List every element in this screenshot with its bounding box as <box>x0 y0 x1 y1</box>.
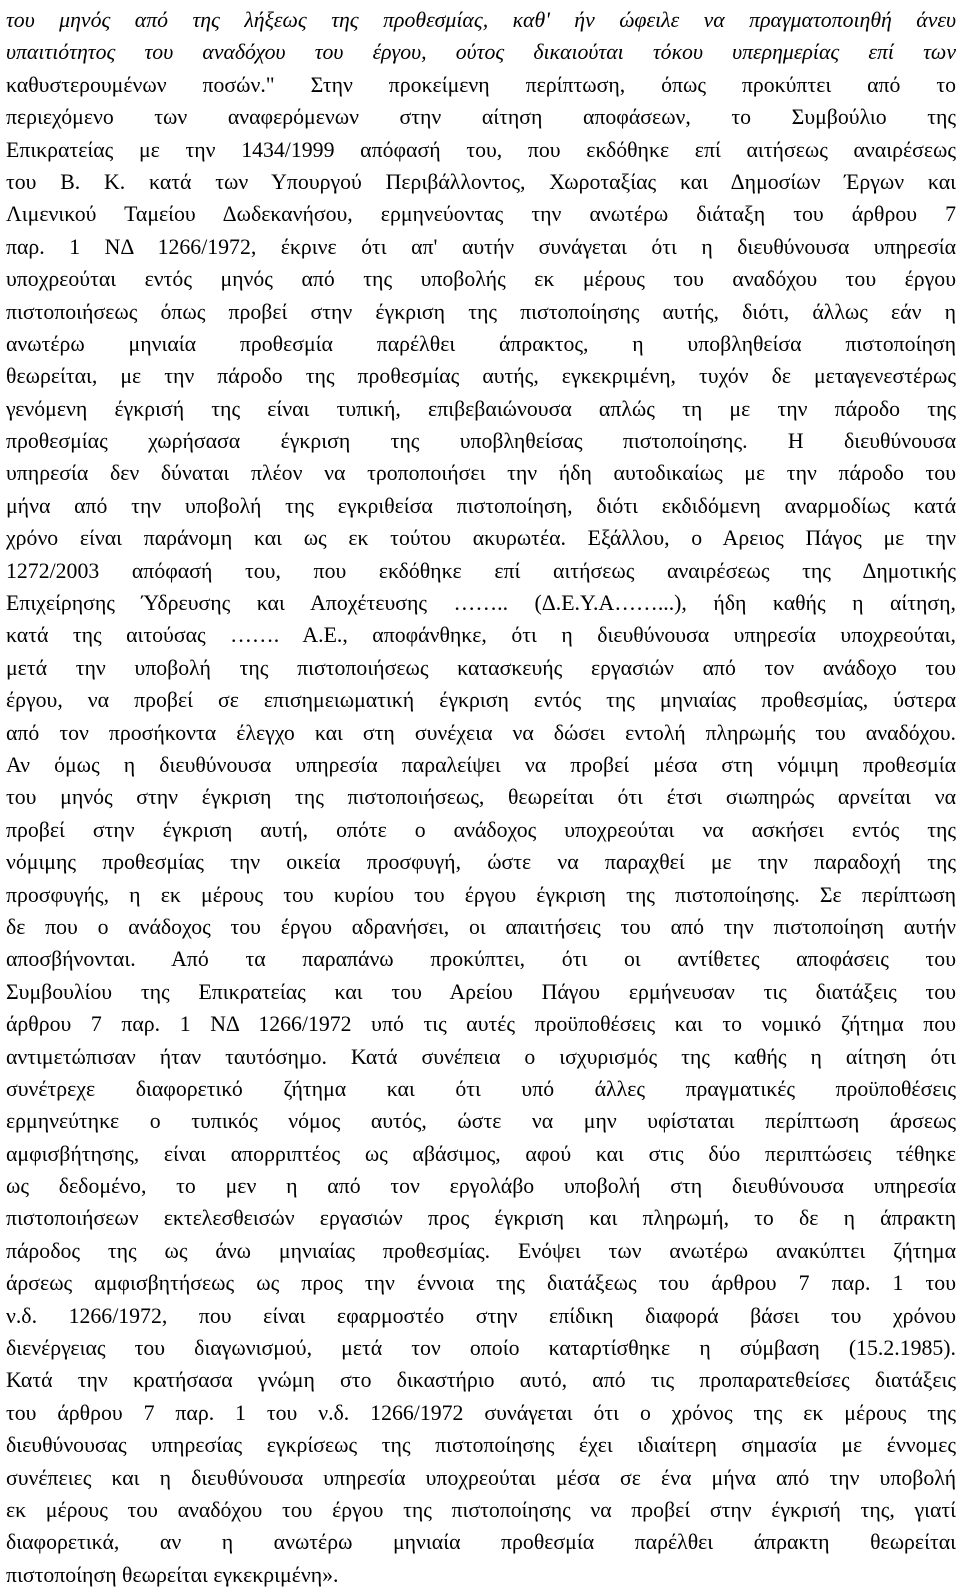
text-line: υπηρεσία δεν δύναται πλέον να τροποποιήσει την ήδη αυτοδικαίως με την πάροδο του <box>6 461 956 486</box>
text-line: διενέργειας του διαγωνισμού, μετά τον οποίο καταρτίσθηκε η σύμβαση (15.2.1985). <box>6 1336 956 1361</box>
text-line: αντιμετώπισαν ήταν ταυτόσημο. Κατά συνέπεια ο ισχυρισμός της καθής η αίτηση ότι <box>6 1044 956 1069</box>
text-line: υπαιτιότητος του αναδόχου του έργου, ούτος δικαιούται τόκου υπερημερίας επί των <box>6 40 956 65</box>
text-line: συνέπειες και η διευθύνουσα υπηρεσία υποχρεούται μέσα σε ένα μήνα από την υποβολή <box>6 1465 956 1490</box>
text-line: θεωρείται, με την πάροδο της προθεσμίας αυτής, εγκεκριμένη, τυχόν δε μεταγενεστέρως <box>6 364 956 389</box>
text-line: του Β. Κ. κατά των Υπουργού Περιβάλλοντος, Χωροταξίας και Δημοσίων Έργων και <box>6 169 956 194</box>
text-line: γενόμενη έγκρισή της είναι τυπική, επιβεβαιώνουσα απλώς τη με την πάροδο της <box>6 396 956 421</box>
text-line: κατά της αιτούσας ……. Α.Ε., αποφάνθηκε, ότι η διευθύνουσα υπηρεσία υποχρεούται, <box>6 623 956 648</box>
text-line: Επιχείρησης Ύδρευσης και Αποχέτευσης …….. (Δ.Ε.Υ.Α……...), ήδη καθής η αίτηση, <box>6 591 956 616</box>
text-line: δε που ο ανάδοχος του έργου αδρανήσει, οι απαιτήσεις του από την πιστοποίηση αυτήν <box>6 914 956 939</box>
text-line: του μηνός από της λήξεως της προθεσμίας, καθ' ήν ώφειλε να πραγματοποιηθή άνευ <box>6 8 956 32</box>
text-line: πιστοποιήσεως όπως προβεί στην έγκριση της πιστοποίησης αυτής, διότι, άλλως εάν η <box>6 299 956 324</box>
text-line: ως δεδομένο, το μεν η από τον εργολάβο υποβολή στη διευθύνουσα υπηρεσία <box>6 1174 956 1199</box>
text-line: μετά την υποβολή της πιστοποιήσεως κατασκευής εργασιών από τον ανάδοχο του <box>6 655 956 680</box>
text-line: παρ. 1 ΝΔ 1266/1972, έκρινε ότι απ' αυτήν συνάγεται ότι η διευθύνουσα υπηρεσία <box>6 234 956 259</box>
text-line: χρόνο είναι παράνομη και ως εκ τούτου ακυρωτέα. Εξάλλου, ο Αρειος Πάγος με την <box>6 526 956 551</box>
text-line: ανωτέρω μηνιαία προθεσμία παρέλθει άπρακτος, η υποβληθείσα πιστοποίηση <box>6 331 956 356</box>
text-line: από τον προσήκοντα έλεγχο και στη συνέχεια να δώσει εντολή πληρωμής του αναδόχου. <box>6 720 956 745</box>
text-line: αμφισβήτησης, είναι απορριπτέος ως αβάσιμος, αφού και στις δύο περιπτώσεις τέθηκε <box>6 1141 956 1166</box>
text-line: πάροδος της ως άνω μηνιαίας προθεσμίας. Ενόψει των ανωτέρω ανακύπτει ζήτημα <box>6 1238 956 1263</box>
text-line: άρθρου 7 παρ. 1 ΝΔ 1266/1972 υπό τις αυτές προϋποθέσεις και το νομικό ζήτημα που <box>6 1012 956 1037</box>
text-line: διαφορετικά, αν η ανωτέρω μηνιαία προθεσμία παρέλθει άπρακτη θεωρείται <box>6 1530 956 1555</box>
text-line: πιστοποίηση θεωρείται εγκεκριμένη». <box>6 1562 339 1587</box>
text-line: ερμηνεύτηκε ο τυπικός νόμος αυτός, ώστε να μην υφίσταται περίπτωση άρσεως <box>6 1109 956 1134</box>
text-line: του άρθρου 7 παρ. 1 του ν.δ. 1266/1972 συνάγεται ότι ο χρόνος της εκ μέρους της <box>6 1400 956 1425</box>
text-line: Επικρατείας με την 1434/1999 απόφασή του, που εκδόθηκε επί αιτήσεως αναιρέσεως <box>6 137 956 162</box>
text-line: Κατά την κρατήσασα γνώμη στο δικαστήριο αυτό, από τις προπαρατεθείσες διατάξεις <box>6 1368 956 1393</box>
text-line: προσφυγής, η εκ μέρους του κυρίου του έργου έγκριση της πιστοποίησης. Σε περίπτωση <box>6 882 956 907</box>
text-line: Λιμενικού Ταμείου Δωδεκανήσου, ερμηνεύοντας την ανωτέρω διάταξη του άρθρου 7 <box>6 202 956 227</box>
text-line: αποσβήνονται. Από τα παραπάνω προκύπτει, ότι οι αντίθετες αποφάσεις του <box>6 947 956 972</box>
text-line: προθεσμίας χωρήσασα έγκριση της υποβληθείσας πιστοποίησης. Η διευθύνουσα <box>6 429 956 454</box>
text-line: άρσεως αμφισβητήσεως ως προς την έννοια της διατάξεως του άρθρου 7 παρ. 1 του <box>6 1271 956 1296</box>
text-line: Συμβουλίου της Επικρατείας και του Αρείου Πάγου ερμήνευσαν τις διατάξεις του <box>6 979 956 1004</box>
text-line: ν.δ. 1266/1972, που είναι εφαρμοστέο στην επίδικη διαφορά βάσει του χρόνου <box>6 1303 956 1328</box>
text-line: του μηνός στην έγκριση της πιστοποιήσεως, θεωρείται ότι έτσι σιωπηρώς αρνείται να <box>6 785 956 810</box>
text-line: εκ μέρους του αναδόχου του έργου της πιστοποίησης να προβεί στην έγκρισή της, γιατί <box>6 1497 956 1522</box>
text-line: πιστοποιήσεων εκτελεσθεισών εργασιών προς έγκριση και πληρωμή, το δε η άπρακτη <box>6 1206 956 1231</box>
text-line: καθυστερουμένων ποσών." Στην προκείμενη περίπτωση, όπως προκύπτει από το <box>6 72 956 97</box>
text-line: μήνα από την υποβολή της εγκριθείσα πιστοποίηση, διότι εκδιδόμενη αναρμοδίως κατά <box>6 493 956 518</box>
text-line: περιεχόμενο των αναφερόμενων στην αίτηση αποφάσεων, το Συμβούλιο της <box>6 105 956 130</box>
text-line: συνέτρεχε διαφορετικό ζήτημα και ότι υπό άλλες πραγματικές προϋποθέσεις <box>6 1076 956 1101</box>
text-line: διευθύνουσας υπηρεσίας εγκρίσεως της πιστοποίησης έχει ιδιαίτερη σημασία με έννομες <box>6 1433 956 1458</box>
text-line: νόμιμης προθεσμίας την οικεία προσφυγή, ώστε να παραχθεί με την παραδοχή της <box>6 850 956 875</box>
text-line: 1272/2003 απόφασή του, που εκδόθηκε επί αιτήσεως αναιρέσεως της Δημοτικής <box>6 558 956 583</box>
text-line: Αν όμως η διευθύνουσα υπηρεσία παραλείψει να προβεί μέσα στη νόμιμη προθεσμία <box>6 752 956 777</box>
text-line: προβεί στην έγκριση αυτή, οπότε ο ανάδοχος υποχρεούται να ασκήσει εντός της <box>6 817 956 842</box>
text-line: υποχρεούται εντός μηνός από της υποβολής εκ μέρους του αναδόχου του έργου <box>6 267 956 292</box>
text-line: έργου, να προβεί σε επισημειωματική έγκριση εντός της μηνιαίας προθεσμίας, ύστερα <box>6 688 956 713</box>
